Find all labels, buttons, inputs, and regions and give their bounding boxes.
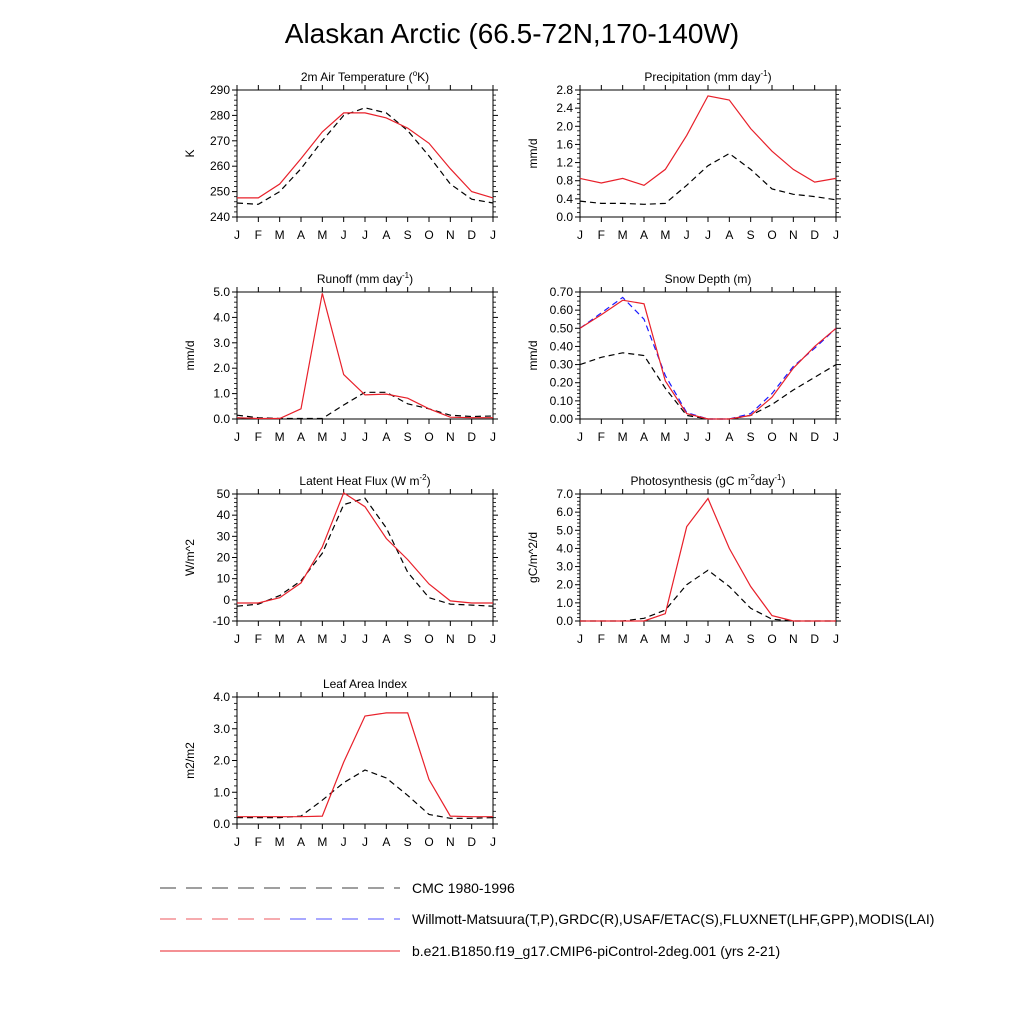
chart-panels [183, 69, 841, 849]
x-tick-label: J [234, 632, 240, 646]
y-tick-label: 0 [223, 592, 230, 607]
x-tick-label: S [746, 228, 755, 242]
y-tick-label: 1.2 [556, 155, 573, 170]
x-tick-label: J [705, 430, 711, 444]
y-tick-label: 240 [209, 210, 230, 224]
plot-frame [237, 90, 493, 217]
y-tick-label: 3.0 [556, 559, 573, 574]
x-tick-label: F [254, 632, 263, 646]
legend-item-2 [160, 911, 934, 927]
x-tick-label: J [362, 835, 368, 849]
x-tick-label: J [234, 228, 240, 242]
series-line-model [237, 713, 493, 817]
x-tick-label: J [234, 430, 240, 444]
series-line-obs [237, 498, 493, 606]
legend-label: CMC 1980-1996 [412, 880, 515, 896]
x-tick-label: J [340, 835, 347, 849]
x-tick-label: S [746, 430, 755, 444]
y-tick-label: 5.0 [556, 523, 573, 538]
x-tick-label: D [810, 430, 820, 444]
x-tick-label: M [317, 228, 328, 242]
x-tick-label: J [490, 632, 496, 646]
y-tick-label: 2.4 [556, 101, 573, 116]
x-tick-label: J [833, 632, 839, 646]
plot-frame [580, 90, 836, 217]
x-tick-label: M [317, 632, 328, 646]
x-tick-label: O [424, 632, 434, 646]
y-tick-label: 2.0 [213, 361, 230, 376]
plot-frame [580, 292, 836, 419]
y-tick-label: 6.0 [556, 505, 573, 520]
x-tick-label: S [746, 632, 755, 646]
x-tick-label: O [767, 430, 777, 444]
series-line-model [580, 499, 836, 622]
y-tick-label: 2.8 [556, 83, 573, 97]
chart-panel-6 [526, 473, 841, 646]
x-tick-label: J [362, 430, 368, 444]
x-tick-label: D [467, 430, 477, 444]
chart-title: Latent Heat Flux (W $m^{-2}$) [299, 473, 431, 488]
chart-panel-3 [183, 271, 498, 444]
x-tick-label: J [362, 632, 368, 646]
x-tick-label: M [660, 228, 671, 242]
x-tick-label: D [467, 835, 477, 849]
x-tick-label: J [683, 632, 690, 646]
chart-panel-1 [183, 69, 498, 242]
x-tick-label: N [445, 632, 455, 646]
x-tick-label: A [296, 632, 306, 646]
x-tick-label: J [490, 228, 496, 242]
y-tick-label: 0.0 [556, 614, 573, 628]
x-tick-label: N [445, 835, 455, 849]
y-tick-label: 260 [209, 159, 230, 174]
x-tick-label: J [577, 228, 583, 242]
page-title: Alaskan Arctic (66.5-72N,170-140W) [284, 18, 740, 49]
chart-title: Runoff (mm day$^{-1}$) [316, 271, 414, 286]
x-tick-label: M [274, 835, 285, 849]
y-tick-label: 0.70 [549, 285, 573, 299]
x-tick-label: A [296, 228, 306, 242]
x-tick-label: A [725, 228, 734, 242]
y-tick-label: 20 [216, 550, 230, 565]
chart-title: Precipitation (mm day$^{-1}$) [644, 69, 772, 84]
x-tick-label: A [725, 430, 734, 444]
x-tick-label: A [382, 632, 391, 646]
y-tick-label: 0.20 [549, 375, 573, 390]
x-tick-label: D [467, 632, 477, 646]
x-tick-label: M [660, 632, 671, 646]
y-tick-label: 0.0 [556, 210, 573, 224]
y-tick-label: 40 [216, 508, 230, 523]
x-tick-label: N [788, 430, 798, 444]
series-line-obs [580, 570, 836, 621]
y-tick-label: 30 [216, 529, 230, 544]
y-tick-label: 3.0 [213, 721, 230, 736]
x-tick-label: D [810, 228, 820, 242]
y-axis-label: mm/d [526, 340, 540, 371]
chart-panel-7 [183, 677, 498, 849]
x-tick-label: N [445, 430, 455, 444]
y-tick-label: 4.0 [213, 690, 230, 704]
x-tick-label: A [639, 632, 649, 646]
x-tick-label: D [467, 228, 477, 242]
y-tick-label: 290 [209, 83, 230, 97]
x-tick-label: F [254, 835, 263, 849]
y-tick-label: 50 [216, 487, 230, 501]
x-tick-label: N [788, 632, 798, 646]
y-tick-label: 0.4 [556, 191, 573, 206]
plot-frame [237, 292, 493, 419]
y-tick-label: 280 [209, 108, 230, 123]
y-tick-label: 0.40 [549, 339, 573, 354]
x-tick-label: F [597, 430, 606, 444]
y-tick-label: 250 [209, 184, 230, 199]
y-tick-label: 10 [216, 571, 230, 586]
y-tick-label: 0.60 [549, 303, 573, 318]
x-tick-label: M [617, 430, 628, 444]
x-tick-label: F [597, 228, 606, 242]
y-tick-label: 1.6 [556, 137, 573, 152]
x-tick-label: A [296, 430, 306, 444]
y-tick-label: 0.10 [549, 393, 573, 408]
y-tick-label: -10 [212, 614, 230, 628]
series-line-model [237, 113, 493, 198]
x-tick-label: A [382, 835, 391, 849]
x-tick-label: N [788, 228, 798, 242]
plot-frame [580, 494, 836, 621]
x-tick-label: J [490, 430, 496, 444]
x-tick-label: J [234, 835, 240, 849]
y-tick-label: 2.0 [556, 577, 573, 592]
x-tick-label: J [577, 632, 583, 646]
x-tick-label: M [317, 835, 328, 849]
x-tick-label: A [382, 228, 391, 242]
x-tick-label: J [683, 430, 690, 444]
legend-label: Willmott-Matsuura(T,P),GRDC(R),USAF/ETAC(S),FLUXNET(LHF,GPP),MODIS(LAI) [412, 911, 935, 927]
x-tick-label: A [639, 430, 649, 444]
legend-item-3 [160, 943, 780, 959]
x-tick-label: S [403, 228, 412, 242]
x-tick-label: A [296, 835, 306, 849]
x-tick-label: J [833, 228, 839, 242]
x-tick-label: M [274, 632, 285, 646]
y-axis-label: m2/m2 [183, 742, 197, 779]
x-tick-label: M [274, 228, 285, 242]
x-tick-label: F [254, 430, 263, 444]
y-tick-label: 0.00 [549, 412, 573, 426]
y-tick-label: 0.8 [556, 173, 573, 188]
chart-panel-2 [526, 69, 841, 242]
y-tick-label: 1.0 [213, 785, 230, 800]
plot-frame [237, 494, 493, 621]
y-axis-label: mm/d [526, 138, 540, 169]
y-tick-label: 4.0 [556, 541, 573, 556]
x-tick-label: M [317, 430, 328, 444]
legend-item-1 [160, 880, 515, 896]
x-tick-label: J [340, 228, 347, 242]
series-line-model [237, 293, 493, 418]
y-tick-label: 0.0 [213, 817, 230, 831]
x-tick-label: J [490, 835, 496, 849]
x-tick-label: J [705, 632, 711, 646]
x-tick-label: O [767, 632, 777, 646]
x-tick-label: A [725, 632, 734, 646]
x-tick-label: O [424, 228, 434, 242]
chart-title: Photosynthesis (gC $m^{-2}day^{-1}$) [630, 473, 786, 488]
chart-title: 2m Air Temperature ($^o$K) [300, 69, 430, 84]
legend [160, 880, 934, 959]
series-line-obs [237, 392, 493, 418]
x-tick-label: J [340, 430, 347, 444]
x-tick-label: N [445, 228, 455, 242]
x-tick-label: M [274, 430, 285, 444]
y-tick-label: 7.0 [556, 487, 573, 501]
y-tick-label: 1.0 [213, 386, 230, 401]
y-tick-label: 3.0 [213, 335, 230, 350]
x-tick-label: J [683, 228, 690, 242]
y-tick-label: 1.0 [556, 595, 573, 610]
x-tick-label: O [424, 835, 434, 849]
y-tick-label: 2.0 [213, 753, 230, 768]
x-tick-label: M [617, 228, 628, 242]
chart-panel-4 [526, 272, 841, 444]
series-line-model [580, 96, 836, 185]
x-tick-label: M [660, 430, 671, 444]
x-tick-label: J [362, 228, 368, 242]
x-tick-label: M [617, 632, 628, 646]
x-tick-label: O [424, 430, 434, 444]
y-axis-label: mm/d [183, 340, 197, 371]
y-axis-label: gC/m^2/d [526, 532, 540, 583]
y-tick-label: 0.50 [549, 321, 573, 336]
y-tick-label: 5.0 [213, 285, 230, 299]
x-tick-label: A [382, 430, 391, 444]
y-tick-label: 4.0 [213, 310, 230, 325]
chart-title: Snow Depth (m) [664, 272, 752, 286]
x-tick-label: F [254, 228, 263, 242]
y-tick-label: 270 [209, 133, 230, 148]
x-tick-label: S [403, 632, 412, 646]
x-tick-label: J [833, 430, 839, 444]
x-tick-label: D [810, 632, 820, 646]
y-axis-label: W/m^2 [183, 539, 197, 576]
y-axis-label: K [183, 149, 197, 158]
y-tick-label: 0.30 [549, 357, 573, 372]
y-tick-label: 0.0 [213, 412, 230, 426]
x-tick-label: J [705, 228, 711, 242]
series-line-model [580, 300, 836, 419]
chart-panel-5 [183, 473, 498, 646]
series-line-obs [237, 108, 493, 205]
series-line-obs [237, 770, 493, 818]
y-tick-label: 2.0 [556, 119, 573, 134]
x-tick-label: O [767, 228, 777, 242]
x-tick-label: S [403, 835, 412, 849]
legend-label: b.e21.B1850.f19_g17.CMIP6-piControl-2deg.001 (yrs 2-21) [412, 943, 781, 959]
chart-title: Leaf Area Index [322, 677, 408, 691]
x-tick-label: S [403, 430, 412, 444]
x-tick-label: F [597, 632, 606, 646]
x-tick-label: J [577, 430, 583, 444]
x-tick-label: J [340, 632, 347, 646]
series-line-cmc [580, 297, 836, 419]
x-tick-label: A [639, 228, 649, 242]
series-line-model [237, 493, 493, 603]
